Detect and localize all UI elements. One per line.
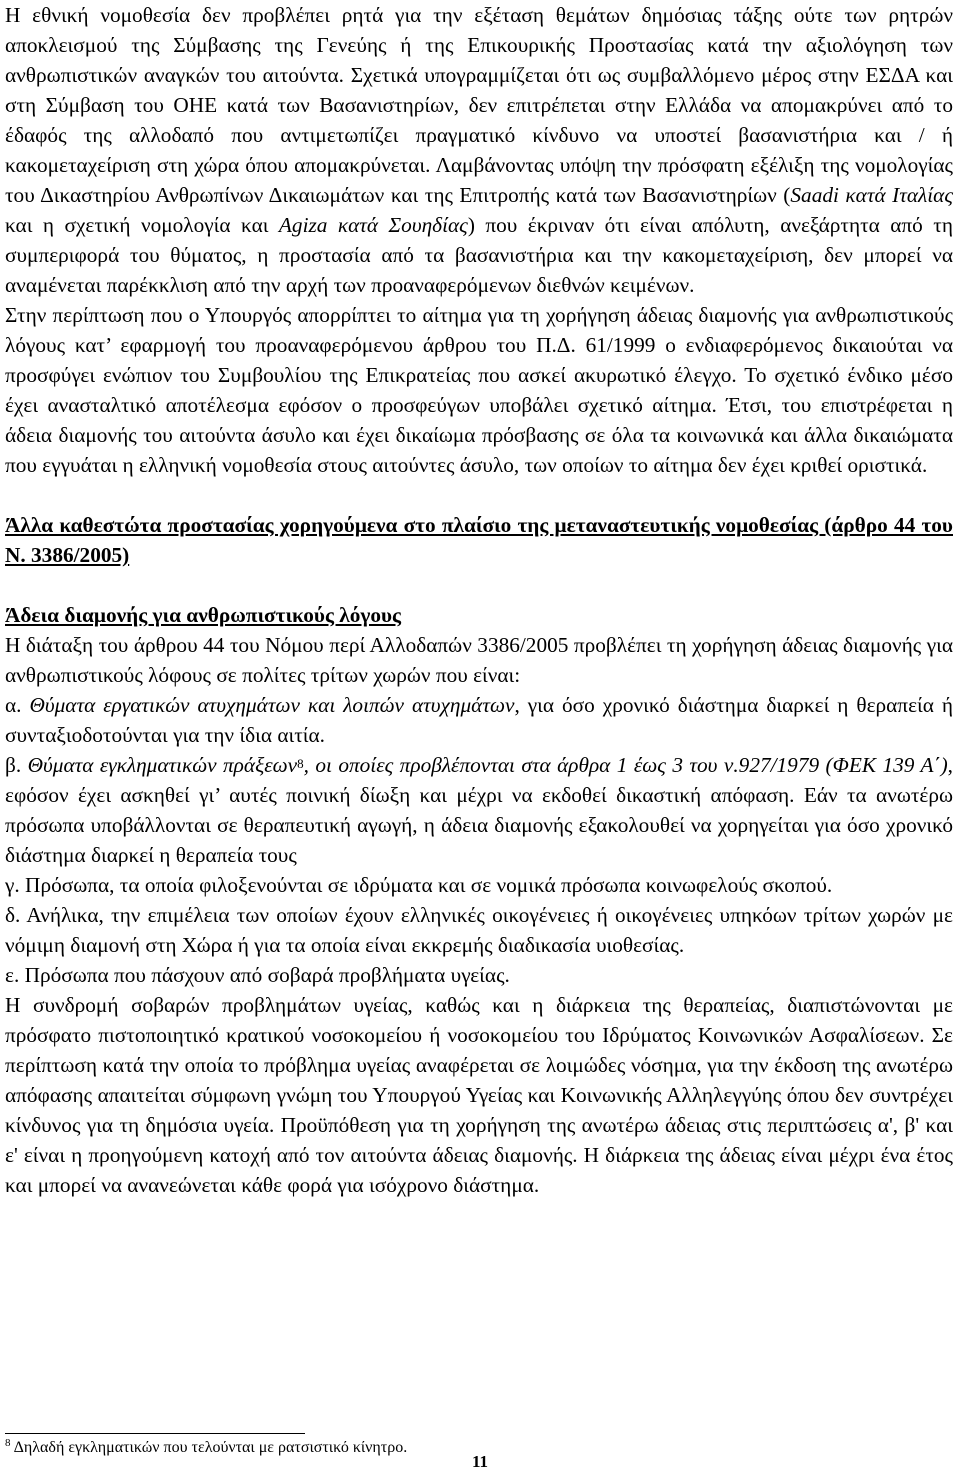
closing-paragraph: Η συνδρομή σοβαρών προβλημάτων υγείας, καθώς και η διάρκεια της θεραπείας, διαπιστώνονται με πρόσφατο πιστοποιητικό κρατικού νοσοκομείου ή νοσοκομείου του Ιδρύματος Κοινωνικών Ασφαλίσεων. Σε περίπτωση κατά την οποία το πρόβλημα υγείας αναφέρεται σε λοιμώδες νόσημα, για την έκδοση της ανωτέρω απόφασης απαιτείται σύμφωνη γνώμη του Υπουργού Υγείας και Κοινωνικής Αλληλεγγύης όπου δεν συντρέχει κίνδυνος για τη δημόσια υγεία. Προϋπόθεση για τη χορήγηση της ανωτέρω άδειας στις περιπτώσεις α', β' και ε' είναι η προηγούμενη κατοχή από τον αιτούντα άδειας διαμονής. Η διάρκεια της άδειας είναι μέχρι ένα έτος και μπορεί να ανανεώνεται κάθε φορά για ισόχρονο διάστημα. (5, 993, 953, 1197)
case-saadi: Saadi κατά Ιταλίας (790, 183, 954, 207)
subsection-heading: Άδεια διαμονής για ανθρωπιστικούς λόγους (5, 603, 402, 627)
page-number: 11 (471, 1452, 489, 1471)
list-item-d: δ. Ανήλικα, την επιμέλεια των οποίων έχουν ελληνικές οικογένειες ή οικογένειες υπηκόων τρίτων χωρών με νόμιμη διαμονή στη Χώρα ή για τα οποία είναι εκκρεμής διαδικασία υιοθεσίας. (5, 903, 953, 957)
list-item-b: β. Θύματα εγκληματικών πράξεων$^8$, οι οποίες προβλέπονται στα άρθρα 1 έως 3 του ν.927/1979 (ΦΕΚ 139 Α΄), εφόσον έχει ασκηθεί γι’ αυτές ποινική δίωξη και μέχρι να εκδοθεί δικαστική απόφαση. Εάν τα ανωτέρω πρόσωπα υποβάλλονται σε θεραπευτική αγωγή, η άδεια διαμονής εξακολουθεί να χορηγείται για όσο χρονικό διάστημα διαρκεί η θεραπεία τους (5, 753, 953, 867)
footnote-ref: 8 (297, 756, 304, 771)
case-agiza: Agiza κατά Σουηδίας (278, 213, 468, 237)
intro-paragraph: Η διάταξη του άρθρου 44 του Νόμου περί Αλλοδαπών 3386/2005 προβλέπει τη χορήγηση άδειας διαμονής για ανθρωπιστικούς λόφους σε πολίτες τρίτων χωρών που είναι: (5, 633, 953, 687)
footnote: $^8$ Δηλαδή εγκληματικών που τελούνται με ρατσιστικό κίνητρο. (5, 1437, 408, 1456)
list-item-e: ε. Πρόσωπα που πάσχουν από σοβαρά προβλήματα υγείας. (5, 963, 510, 987)
paragraph-asylum-torture: Η εθνική νομοθεσία δεν προβλέπει ρητά για την εξέταση θεμάτων δημόσιας τάξης ούτε των ρητρών αποκλεισμού της Σύμβασης της Γενεύης ή της Επικουρικής Προστασίας κατά την αξιολόγηση των ανθρωπιστικών αναγκών του αιτούντα. Σχετικά υπογραμμίζεται ότι ως συμβαλλόμενο μέρος στην ΕΣΔΑ και στη Σύμβαση του ΟΗΕ κατά των Βασανιστηρίων, δεν επιτρέπεται στην Ελλάδα να απομακρύνει από το έδαφός της αλλοδαπό που αντιμετωπίζει πραγματικό κίνδυνο να υποστεί βασανιστήρια και / ή κακομεταχείριση στη χώρα όπου απομακρύνεται. Λαμβάνοντας υπόψη την πρόσφατη εξέλιξη της νομολογίας του Δικαστηρίου Ανθρωπίνων Δικαιωμάτων και της Επιτροπής κατά των Βασανιστηρίων (Saadi κατά Ιταλίας και η σχετική νομολογία και Agiza κατά Σουηδίας) που έκριναν ότι είναι απόλυτη, ανεξάρτητα από τη συμπεριφορά του θύματος, η προστασία από τα βασανιστήρια και την κακομεταχείριση, δεν μπορεί να αναμένεται παρέκκλιση από την αρχή των προαναφερόμενων διεθνών κειμένων. (5, 3, 954, 297)
section-heading: Άλλα καθεστώτα προστασίας χορηγούμενα στο πλαίσιο της μεταναστευτικής νομοθεσίας (άρθρο 44 του Ν. 3386/2005) (5, 513, 953, 567)
list-item-a: α. Θύματα εργατικών ατυχημάτων και λοιπών ατυχημάτων, για όσο χρονικό διάστημα διαρκεί η θεραπεία ή συνταξιοδοτούνται για την ίδια αιτία. (5, 693, 953, 747)
paragraph-appeal: Στην περίπτωση που ο Υπουργός απορρίπτει το αίτημα για τη χορήγηση άδειας διαμονής για ανθρωπιστικούς λόγους κατ’ εφαρμογή του προαναφερόμενου άρθρου του Π.Δ. 61/1999 ο ενδιαφερόμενος δικαιούται να προσφύγει ενώπιον του Συμβουλίου της Επικρατείας που ασκεί ακυρωτικό έλεγχο. Το σχετικό ένδικο μέσο έχει ανασταλτικό αποτέλεσμα εφόσον ο προσφεύγων υποβάλει σχετικό αίτημα. Έτσι, του επιστρέφεται η άδεια διαμονής του αιτούντα άσυλο και έχει δικαίωμα πρόσβασης σε όλα τα κοινωνικά και άλλα δικαιώματα που εγγυάται η ελληνική νομοθεσία στους αιτούντες άσυλο, των οποίων το αίτημα δεν έχει κριθεί οριστικά. (5, 303, 953, 477)
list-item-c: γ. Πρόσωπα, τα οποία φιλοξενούνται σε ιδρύματα και σε νομικά πρόσωπα κοινωφελούς σκοπού. (5, 873, 833, 897)
document-page (5, 0, 953, 1200)
footnote-divider (5, 1433, 305, 1434)
